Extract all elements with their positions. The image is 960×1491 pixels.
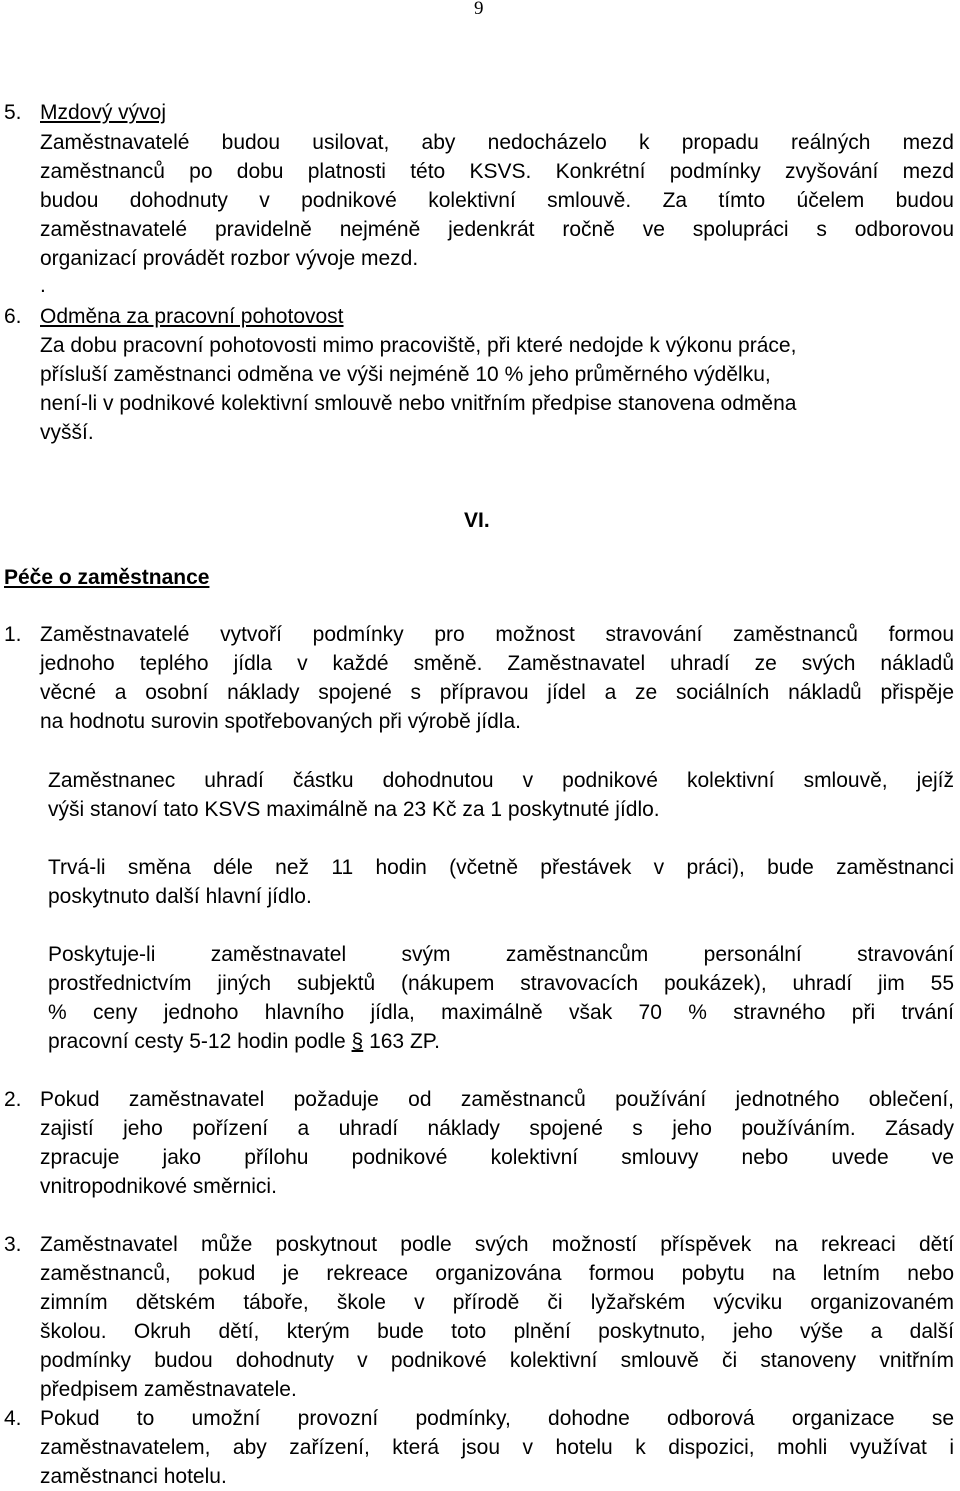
item-1-para3-line-1: Trvá-li směna déle než 11 hodin (včetně přestávek v práci), bude zaměstnanci [48,856,954,879]
section-6-line-2: přísluší zaměstnanci odměna ve výši nejméně 10 % jeho průměrného výdělku, [40,363,771,386]
item-1-para4-line-3: % ceny jednoho hlavního jídla, maximálně však 70 % stravného při trvání [48,1001,954,1024]
chapter-roman-numeral: VI. [464,509,490,532]
item-4-number: 4. [4,1407,22,1430]
item-1-number: 1. [4,623,22,646]
section-5-line-2: zaměstnanců po dobu platnosti této KSVS. Konkrétní podmínky zvyšování mezd [40,160,954,183]
item-1-para2-line-1: Zaměstnanec uhradí částku dohodnutou v podnikové kolektivní smlouvě, jejíž [48,769,954,792]
item-1-para4-line-2: prostřednictvím jiných subjektů (nákupem stravovacích poukázek), uhradí jim 55 [48,972,954,995]
item-2-line-4: vnitropodnikové směrnici. [40,1175,277,1198]
item-3-line-3: zimním dětském táboře, škole v přírodě či lyžařském výcviku organizovaném [40,1291,954,1314]
item-1-para4-line-4-text: pracovní cesty 5-12 hodin podle [48,1030,346,1053]
section-6-title: Odměna za pracovní pohotovost [40,305,344,328]
item-1-line-3: věcné a osobní náklady spojené s přípravou jídel a ze sociálních nákladů přispěje [40,681,954,704]
item-4-line-1: Pokud to umožní provozní podmínky, dohodne odborová organizace se [40,1407,954,1430]
section-5-dot: . [40,274,46,297]
section-6-line-1: Za dobu pracovní pohotovosti mimo pracoviště, při které nedojde k výkonu práce, [40,334,797,357]
section-6-number: 6. [4,305,22,328]
item-1-line-2: jednoho teplého jídla v každé směně. Zaměstnavatel uhradí ze svých nákladů [40,652,954,675]
item-3-line-5: podmínky budou dohodnuty v podnikové kolektivní smlouvě či stanoveny vnitřním [40,1349,954,1372]
section-5-line-4: zaměstnavatelé pravidelně nejméně jedenkrát ročně ve spolupráci s odborovou [40,218,954,241]
item-3-line-2: zaměstnanců, pokud je rekreace organizována formou pobytu na letním nebo [40,1262,954,1285]
chapter-title: Péče o zaměstnance [4,566,210,589]
item-1-para4-line-4-ref: 163 ZP. [363,1030,440,1053]
section-5-line-1: Zaměstnavatelé budou usilovat, aby nedocházelo k propadu reálných mezd [40,131,954,154]
section-5-title: Mzdový vývoj [40,101,167,124]
item-1-para3-line-2: poskytnuto další hlavní jídlo. [48,885,312,908]
item-2-line-3: zpracuje jako přílohu podnikové kolektivní smlouvy nebo uvede ve [40,1146,954,1169]
item-2-line-1: Pokud zaměstnavatel požaduje od zaměstnanců používání jednotného oblečení, [40,1088,954,1111]
item-4-line-3: zaměstnanci hotelu. [40,1465,227,1488]
item-1-line-1: Zaměstnavatelé vytvoří podmínky pro možnost stravování zaměstnanců formou [40,623,954,646]
section-sign: § [351,1030,364,1053]
item-3-line-1: Zaměstnavatel může poskytnout podle svých možností příspěvek na rekreaci dětí [40,1233,954,1256]
item-3-number: 3. [4,1233,22,1256]
section-5-line-5: organizací provádět rozbor vývoje mezd. [40,247,419,270]
item-4-line-2: zaměstnavatelem, aby zařízení, která jsou v hotelu k dispozici, mohli využívat i [40,1436,954,1459]
item-1-para4-line-1: Poskytuje-li zaměstnavatel svým zaměstnancům personální stravování [48,943,954,966]
item-3-line-4: školou. Okruh dětí, kterým bude toto plnění poskytnuto, jeho výše a další [40,1320,954,1343]
item-3-line-6: předpisem zaměstnavatele. [40,1378,297,1401]
section-6-line-3: není-li v podnikové kolektivní smlouvě nebo vnitřním předpise stanovena odměna [40,392,797,415]
item-2-number: 2. [4,1088,22,1111]
section-5-number: 5. [4,101,22,124]
item-1-para2-line-2: výši stanoví tato KSVS maximálně na 23 Kč za 1 poskytnuté jídlo. [48,798,660,821]
item-1-line-4: na hodnotu surovin spotřebovaných při výrobě jídla. [40,710,521,733]
section-5-line-3: budou dohodnuty v podnikové kolektivní smlouvě. Za tímto účelem budou [40,189,954,212]
item-2-line-2: zajistí jeho pořízení a uhradí náklady spojené s jeho používáním. Zásady [40,1117,954,1140]
item-1-para4-line-4 [48,1027,440,1056]
section-6-line-4: vyšší. [40,421,94,444]
page-number: 9 [474,0,484,19]
